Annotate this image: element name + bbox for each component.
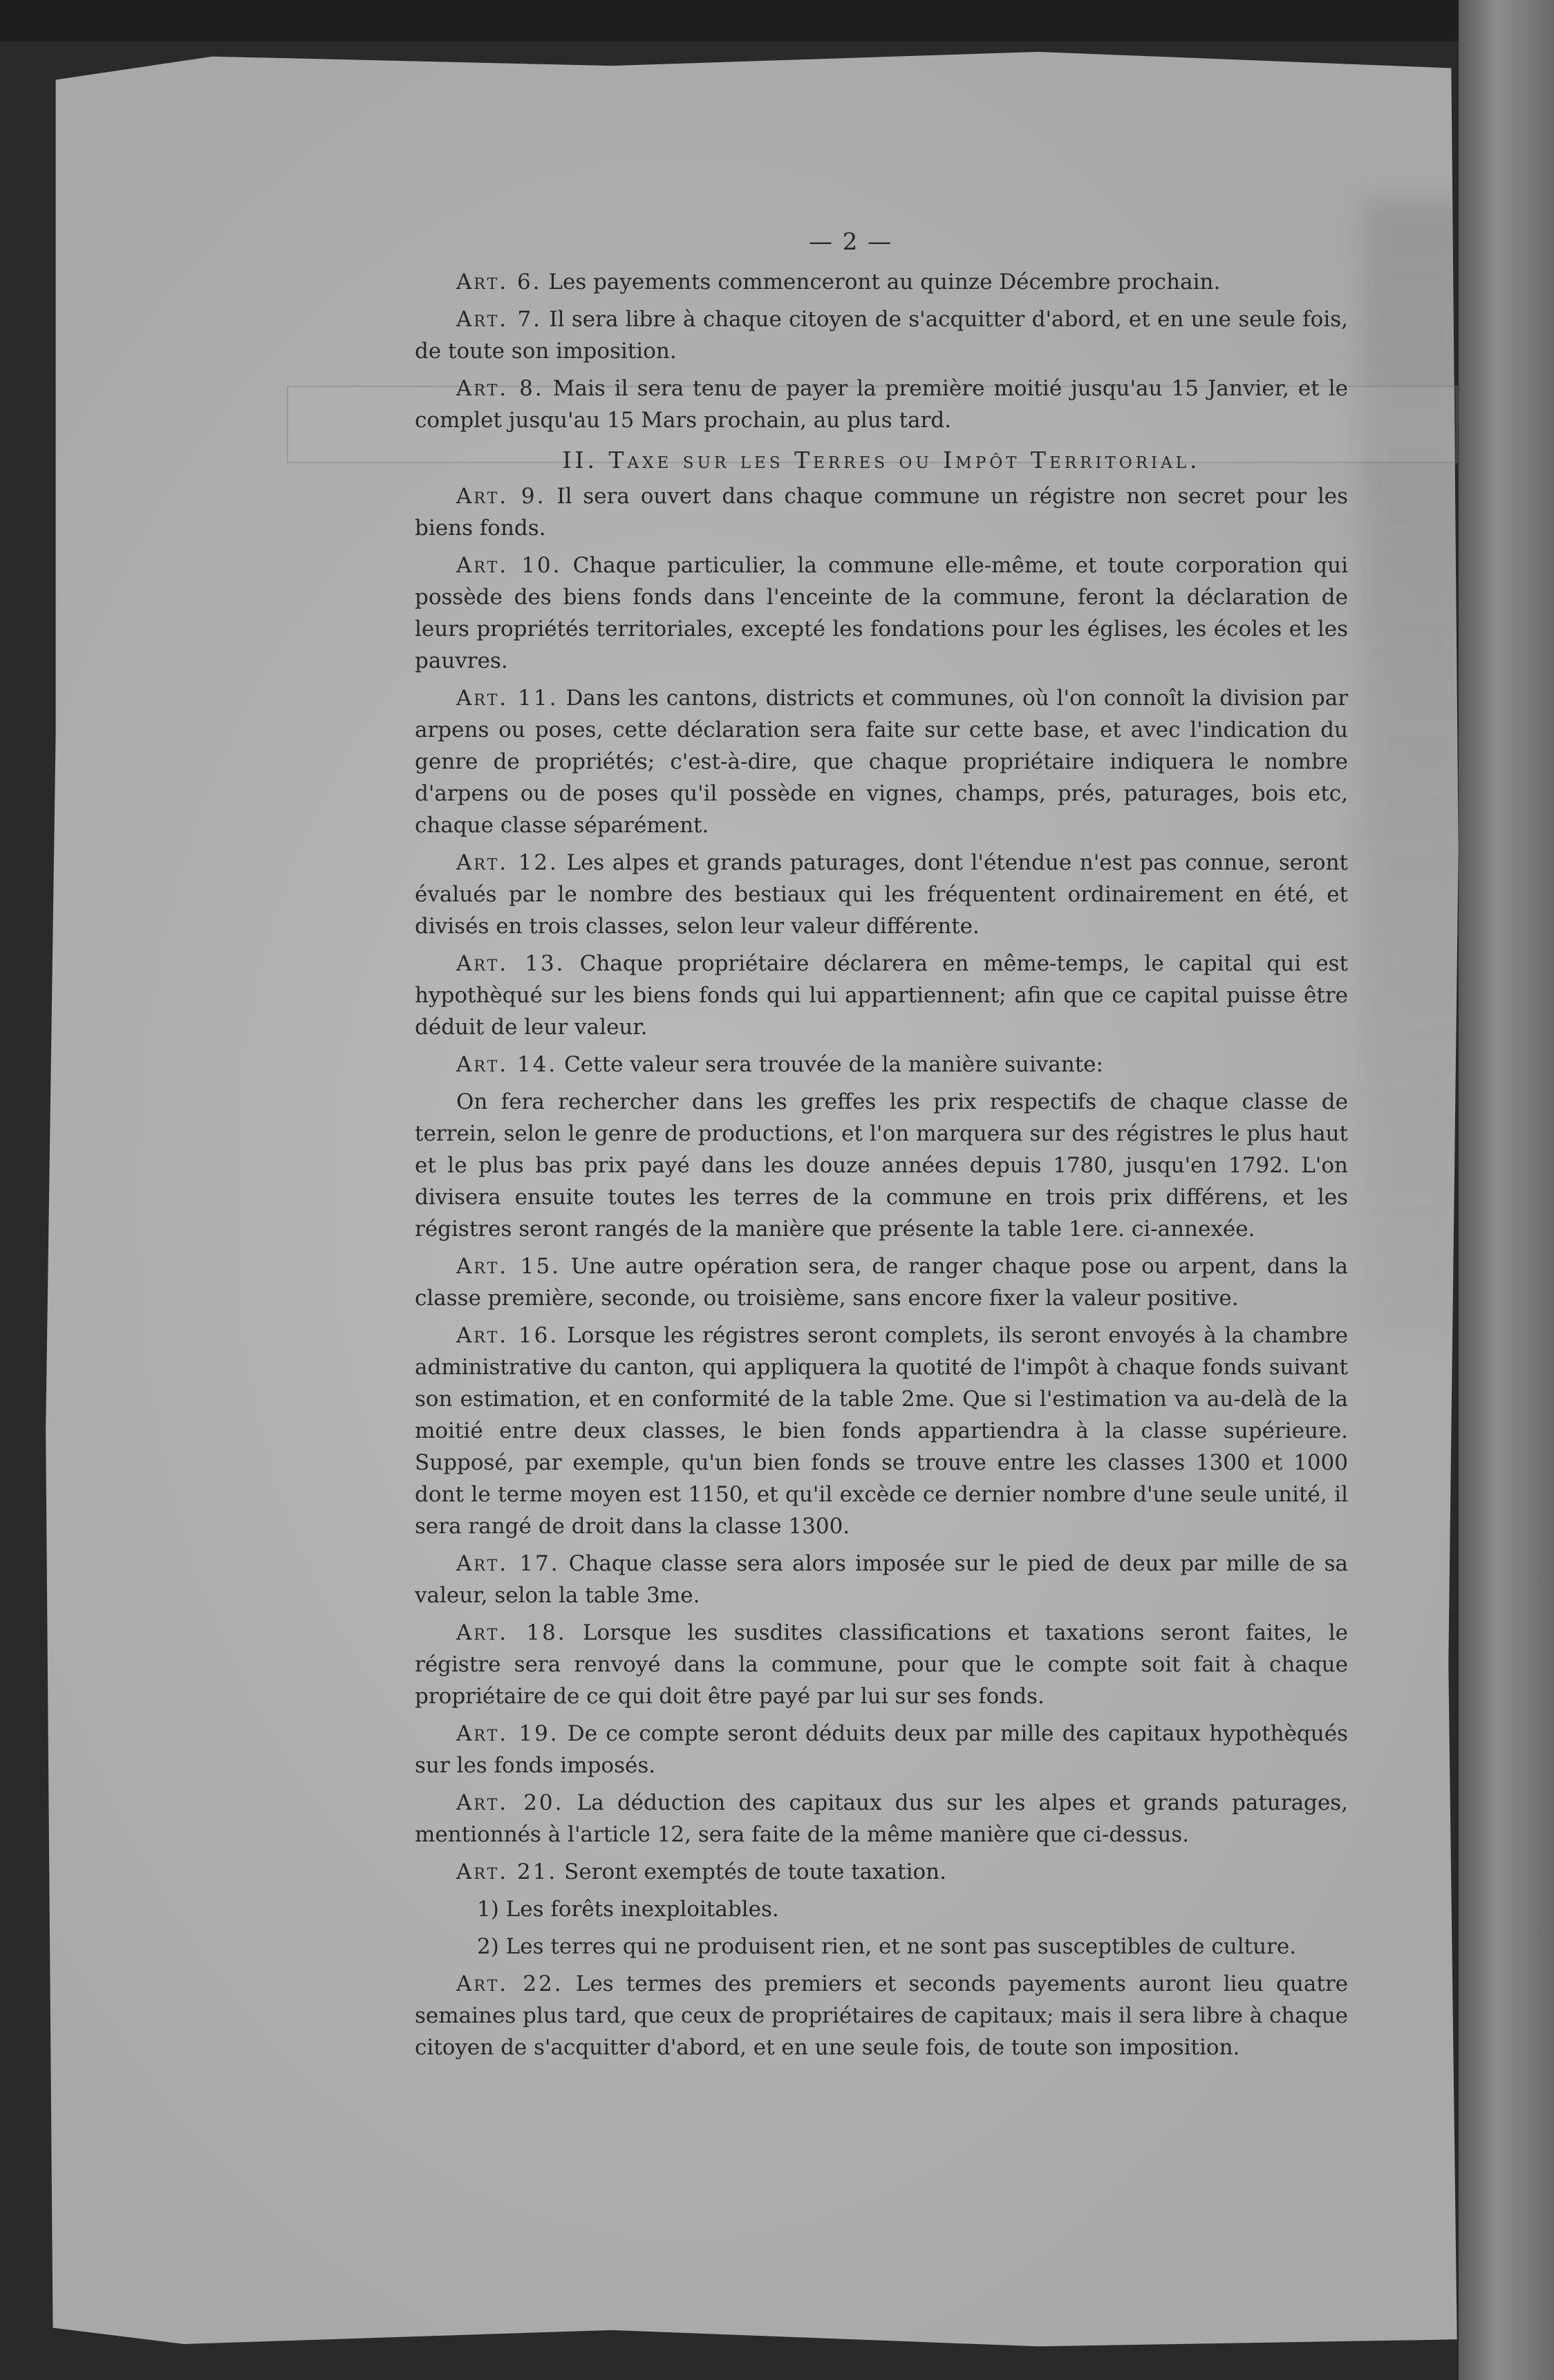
article-text: Il sera ouvert dans chaque commune un régistre non secret pour les biens fonds.	[415, 484, 1348, 541]
article-text: Seront exemptés de toute taxation.	[564, 1859, 946, 1884]
article-label: Art. 14.	[456, 1052, 558, 1077]
article-6	[415, 266, 1348, 298]
article-16	[415, 1320, 1348, 1542]
article-20	[415, 1787, 1348, 1850]
article-label: Art. 7.	[456, 307, 543, 332]
article-text: Les alpes et grands paturages, dont l'étendue n'est pas connue, seront évalués par le nombre des bestiaux qui les fréquentent ordinairement en été, et divisés en trois classes, selon leur valeur différente.	[415, 850, 1349, 939]
article-14-paragraph: On fera rechercher dans les greffes les prix respectifs de chaque classe de terrein, selon le genre de productions, et l'on marquera sur des régistres le plus haut et le plus bas prix payé dans les douze années depuis 1780, jusqu'en 1792. L'on divisera ensuite toutes les terres de la commune en trois prix différens, et les régistres seront rangés de la manière que présente la table 1ere. ci-annexée.	[415, 1089, 1348, 1241]
article-13	[415, 948, 1348, 1043]
list-item: 1) Les forêts inexploitables.	[477, 1897, 779, 1922]
article-17	[415, 1548, 1348, 1611]
article-label: Art. 17.	[456, 1551, 560, 1576]
article-14	[415, 1049, 1348, 1080]
article-22	[415, 1968, 1348, 2063]
article-label: Art. 16.	[456, 1323, 559, 1348]
article-9	[415, 480, 1348, 544]
article-label: Art. 15.	[456, 1254, 561, 1279]
article-18	[415, 1617, 1348, 1712]
article-10	[415, 550, 1348, 677]
article-19	[415, 1718, 1348, 1781]
article-21	[415, 1856, 1348, 1888]
article-label: Art. 12.	[456, 850, 559, 875]
scan-background-top	[0, 0, 1554, 41]
article-label: Art. 6.	[456, 270, 542, 294]
article-label: Art. 10.	[456, 553, 562, 578]
article-text: De ce compte seront déduits deux par mille des capitaux hypothèqués sur les fonds imposés.	[415, 1721, 1348, 1778]
article-11	[415, 682, 1348, 841]
article-label: Art. 13.	[456, 951, 565, 976]
page-number: — 2 —	[809, 228, 893, 256]
article-7	[415, 303, 1348, 367]
article-text: Les termes des premiers et seconds payements auront lieu quatre semaines plus tard, que ceux de propriétaires de capitaux; mais il sera libre à chaque citoyen de s'acquitter d'abord, et en une seule fois, de toute son imposition.	[415, 1971, 1348, 2060]
article-label: Art. 19.	[456, 1721, 559, 1746]
article-label: Art. 8.	[456, 376, 544, 401]
article-label: Art. 18.	[456, 1620, 567, 1645]
article-label: Art. 21.	[456, 1859, 558, 1884]
article-text: Chaque classe sera alors imposée sur le pied de deux par mille de sa valeur, selon la table 3me.	[415, 1551, 1349, 1608]
article-label: Art. 20.	[456, 1790, 564, 1815]
article-text: Chaque particulier, la commune elle-même, et toute corporation qui possède des biens fonds dans l'enceinte de la commune, feront la déclaration de leurs propriétés territoriales, excepté les fondations pour les églises, les écoles et les pauvres.	[415, 553, 1348, 673]
article-label: Art. 9.	[456, 484, 546, 509]
article-text: Il sera libre à chaque citoyen de s'acquitter d'abord, et en une seule fois, de toute son imposition.	[415, 307, 1348, 364]
article-label: Art. 11.	[456, 686, 559, 711]
article-text: Chaque propriétaire déclarera en même-temps, le capital qui est hypothèqué sur les biens fonds qui lui appartiennent; afin que ce capital puisse être déduit de leur valeur.	[415, 951, 1348, 1040]
scan-background-right	[1459, 0, 1554, 2380]
list-item: 2) Les terres qui ne produisent rien, et ne sont pas susceptibles de culture.	[477, 1934, 1297, 1959]
article-text: Lorsque les régistres seront complets, ils seront envoyés à la chambre administrative du canton, qui appliquera la quotité de l'impôt à chaque fonds suivant son estimation, et en conformité de la table 2me. Que si l'estimation va au-delà de la moitié entre deux classes, le bien fonds appartiendra à la classe supérieure. Supposé, par exemple, qu'un bien fonds se trouve entre les classes 1300 et 1000 dont le terme moyen est 1150, et qu'il excède ce dernier nombre d'une seule unité, il sera rangé de droit dans la classe 1300.	[415, 1323, 1349, 1539]
document-body	[415, 266, 1348, 2069]
article-text: Une autre opération sera, de ranger chaque pose ou arpent, dans la classe première, seconde, ou troisième, sans encore fixer la valeur positive.	[415, 1254, 1349, 1311]
article-label: Art. 22.	[456, 1971, 563, 1996]
article-text: Lorsque les susdites classifications et taxations seront faites, le régistre sera renvoyé dans la commune, pour que le compte soit fait à chaque propriétaire de ce qui doit être payé par lui sur ses fonds.	[415, 1620, 1349, 1709]
section-heading: II. Taxe sur les Terres ou Impôt Territorial.	[562, 447, 1201, 474]
article-text: Mais il sera tenu de payer la première moitié jusqu'au 15 Janvier, et le complet jusqu'au 15 Mars prochain, au plus tard.	[415, 376, 1348, 433]
article-12	[415, 847, 1348, 942]
article-8	[415, 373, 1348, 436]
article-text: Dans les cantons, districts et communes, où l'on connoît la division par arpens ou poses, cette déclaration sera faite sur cette base, et avec l'indication du genre de propriétés; c'est-à-dire, que chaque propriétaire indiquera le nombre d'arpens ou de poses qu'il possède en vignes, champs, prés, paturages, bois etc, chaque classe séparément.	[415, 686, 1349, 838]
paper-stain	[1362, 199, 1472, 1340]
article-15	[415, 1250, 1348, 1314]
article-text: Cette valeur sera trouvée de la manière suivante:	[564, 1052, 1103, 1077]
article-text: Les payements commenceront au quinze Décembre prochain.	[548, 270, 1221, 294]
article-text: La déduction des capitaux dus sur les alpes et grands paturages, mentionnés à l'article 12, sera faite de la même manière que ci-dessus.	[415, 1790, 1349, 1847]
